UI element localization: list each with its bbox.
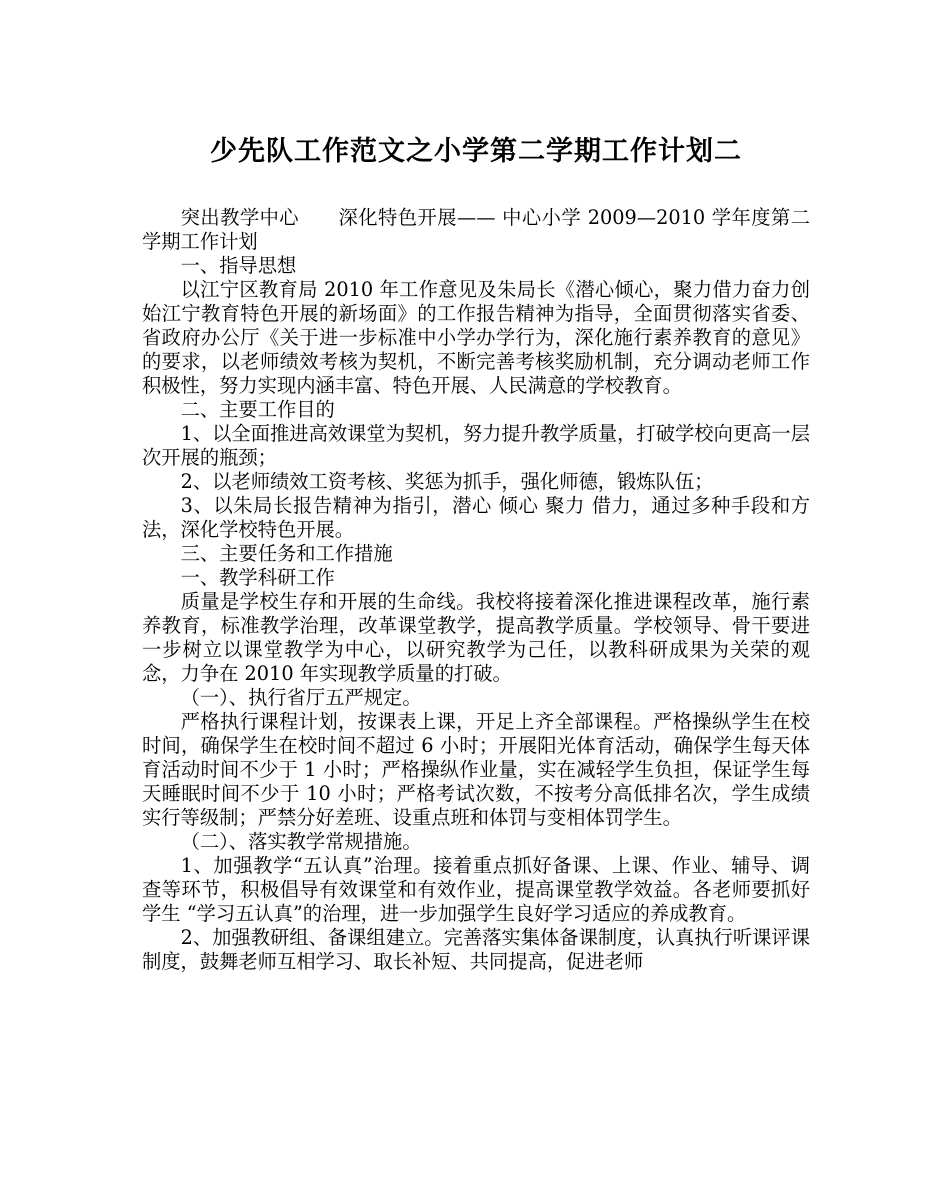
- paragraph: 严格执行课程计划，按课表上课，开足上齐全部课程。严格操纵学生在校时间，确保学生在校时间不超过 6 小时；开展阳光体育活动，确保学生每天体育活动时间不少于 1 小时；严格操纵作业量，实在减轻学生负担，保证学生每天睡眠时间不少于 10 小时；严格考试次数，不按考分高低排名次，学生成绩实行等级制；严禁分好差班、设重点班和体罚与变相体罚学生。: [142, 710, 810, 829]
- document-body: [142, 206, 810, 974]
- section-heading: 二、主要工作目的: [180, 398, 335, 421]
- paragraph: 突出教学中心 深化特色开展—— 中心小学 2009—2010 学年度第二学期工作计划: [142, 206, 810, 253]
- section-heading: 三、主要任务和工作措施: [180, 542, 393, 565]
- list-item: 3、以朱局长报告精神为指引，潜心 倾心 聚力 借力，通过多种手段和方法，深化学校特色开展。: [142, 494, 810, 541]
- list-item: 1、加强教学“五认真”治理。接着重点抓好备课、上课、作业、辅导、调查等环节，积极倡导有效课堂和有效作业，提高课堂教学效益。各老师要抓好学生 “学习五认真”的治理，进一步加强学生良好学习适应的养成教育。: [142, 854, 810, 925]
- document-page: [142, 0, 810, 974]
- section-heading: 一、指导思想: [180, 254, 297, 277]
- subsection-heading: 一、教学科研工作: [180, 566, 335, 589]
- list-item: 2、加强教研组、备课组建立。完善落实集体备课制度，认真执行听课评课制度，鼓舞老师互相学习、取长补短、共同提高，促进老师: [142, 926, 810, 973]
- paragraph: 质量是学校生存和开展的生命线。我校将接着深化推进课程改革，施行素养教育，标准教学治理，改革课堂教学，提高教学质量。学校领导、骨干要进一步树立以课堂教学为中心，以研究教学为己任，以教科研成果为关荣的观念，力争在 2010 年实现教学质量的打破。: [142, 590, 810, 685]
- subsection-heading: （二）、落实教学常规措施。: [180, 830, 422, 853]
- document-title: 少先队工作范文之小学第二学期工作计划二: [210, 136, 742, 167]
- list-item: 2、以老师绩效工资考核、奖惩为抓手，强化师德，锻炼队伍；: [180, 470, 714, 493]
- subsection-heading: （一）、执行省厅五严规定。: [180, 686, 422, 709]
- list-item: 1、以全面推进高效课堂为契机，努力提升教学质量，打破学校向更高一层次开展的瓶颈；: [142, 422, 810, 469]
- paragraph: 以江宁区教育局 2010 年工作意见及朱局长《潜心倾心，聚力借力奋力创始江宁教育特色开展的新场面》的工作报告精神为指导，全面贯彻落实省委、省政府办公厅《关于进一步标准中小学办学行为，深化施行素养教育的意见》的要求，以老师绩效考核为契机，不断完善考核奖励机制，充分调动老师工作积极性，努力实现内涵丰富、特色开展、人民满意的学校教育。: [142, 278, 810, 397]
